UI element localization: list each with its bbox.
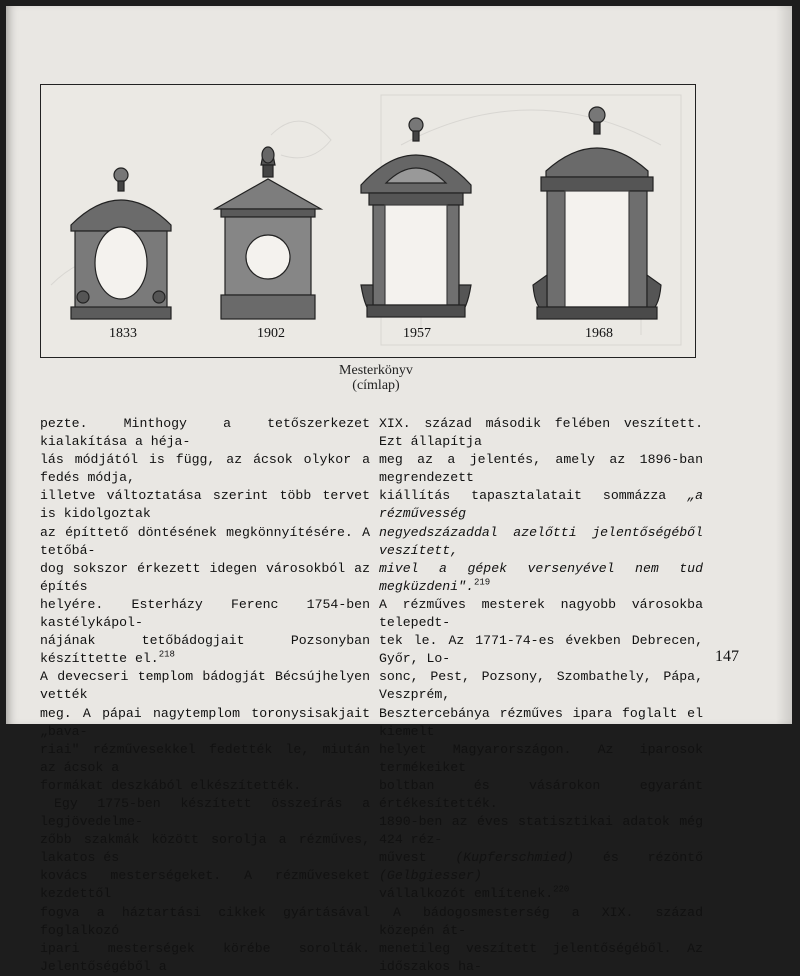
right-text-column [379,415,703,976]
text-line: Besztercebánya rézműves ipara foglalt el kiemelt [379,705,703,739]
text-line: menetileg veszített jelentőségéből. Az időszakos ha- [379,940,703,974]
paragraph [40,415,370,795]
book-page [6,6,792,974]
paragraph [379,904,703,976]
text-line: ipari mesterségek körébe sorolták. Jelentőségéből a [40,940,370,974]
text-line: Egy 1775-ben készített összeírás a legjövedelme- [40,795,370,830]
year-label-1957: 1957 [403,326,431,341]
footnote-ref-218[interactable]: 218 [158,649,175,660]
frame-1833 [71,168,171,319]
text-line: formákat deszkából elkészítették. [40,777,302,793]
text-line: művest [379,850,456,866]
text-line: boltban és vásárokon egyaránt értékesítették. [379,777,703,811]
text-line: tek le. Az 1771-74-es években Debrecen, Győr, Lo- [379,633,703,667]
quote-italic: „a rézművesség [379,488,703,522]
paragraph [40,795,370,976]
figure-caption [316,363,436,393]
text-line: meg az a jelentés, amely az 1896-ban megrendezett [379,452,703,486]
term-italic: (Kupferschmied) [455,850,575,866]
text-line: helyére. Esterházy Ferenc 1754-ben kastélykápol- [40,596,370,631]
frame-1968 [533,107,661,319]
page-number: 147 [715,648,739,665]
caption-line-1: Mesterkönyv [339,363,413,378]
footnote-ref-220[interactable]: 220 [553,885,570,896]
text-line: meg. A pápai nagytemplom toronysisakjait „bava- [40,705,370,739]
text-line: A rézműves mesterek nagyobb városokba telepedt- [379,596,703,631]
quote-italic: negyedszázaddal azelőtti jelentőségéből veszített, [379,524,703,558]
text-line: nájának tetőbádogjait Pozsonyban készíttette el. [40,633,370,667]
text-line: helyet Magyarországon. Az iparosok termékeiket [379,741,703,775]
illustration-frame [40,84,696,358]
text-line: sonc, Pest, Pozsony, Szombathely, Pápa, Veszprém, [379,669,703,703]
window-frames-illustration [41,85,695,357]
paragraph [379,415,703,904]
footnote-ref-219[interactable]: 219 [473,577,491,588]
year-label-1833: 1833 [109,326,137,341]
text-line: illetve változtatása szerint több tervet is kidolgoztak [40,488,370,522]
year-label-1902: 1902 [257,326,285,341]
text-line: lás módjától is függ, az ácsok olykor a fedés módja, [40,452,370,486]
text-line: fogva a háztartási cikkek gyártásával foglalkozó [40,904,370,938]
text-line: kovács mesterségeket. A rézműveseket kezdettől [40,868,370,902]
text-line: az építtető döntésének megkönnyítésére. A tetőbá- [40,524,370,558]
left-text-column [40,415,370,976]
year-label-1968: 1968 [585,326,613,341]
text-line: XIX. század második felében veszített. Ezt állapítja [379,416,703,450]
text-line: pezte. Minthogy a tetőszerkezet kialakítása a héja- [40,416,370,450]
text-line: riai" rézművesekkel fedették le, miután az ácsok a [40,741,370,775]
text-line: zőbb szakmák között sorolja a rézműves, lakatos és [40,832,370,866]
frame-1957 [361,118,471,317]
text-line: A bádogosmesterség a XIX. század közepén át- [379,904,703,938]
text-line: kiállítás tapasztalatait sommázza [379,488,688,504]
text-line: és rézöntő [574,850,703,866]
frame-1902 [215,147,321,319]
text-line: dog sokszor érkezett idegen városokból az építés [40,560,370,594]
text-line: 1890-ben az éves statisztikai adatok még 424 réz- [379,814,703,848]
text-line: A devecseri templom bádogját Bécsújhelyen vették [40,669,370,703]
quote-italic: mivel a gépek versenyével nem tud megküzdeni". [379,560,703,594]
caption-line-2: (címlap) [352,378,400,393]
page-edge-shadow [776,6,792,724]
text-line: vállalkozót említenek. [379,886,554,902]
term-italic: (Gelbgiesser) [379,868,482,884]
